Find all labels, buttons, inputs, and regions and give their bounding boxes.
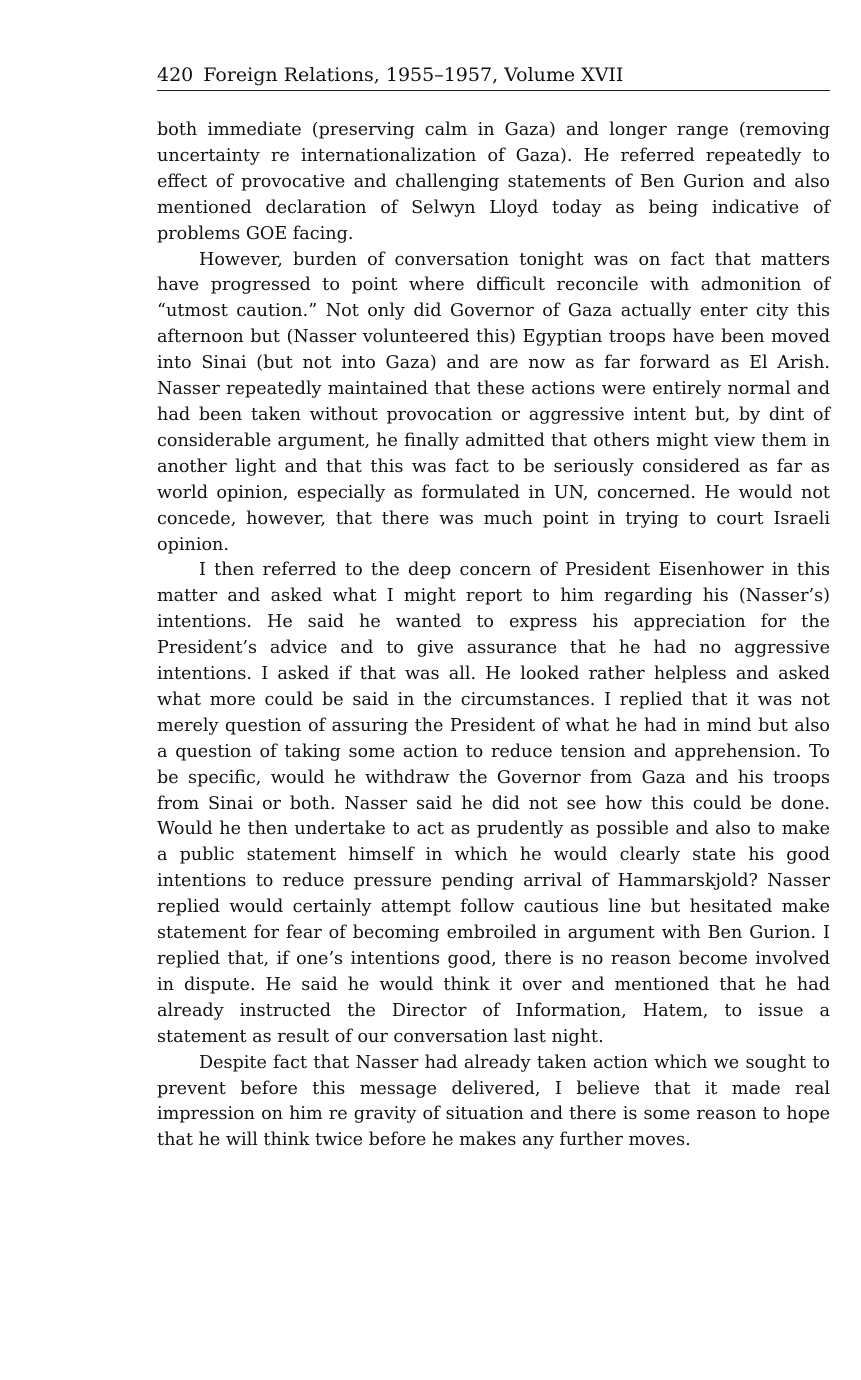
paragraph: Despite fact that Nasser had already taken action which we sought to prevent before this message delivered, I believe that it made real impression on him re gravity of situation and there is some reason to hope that he will think twice before he makes any further moves. [157,1052,830,1151]
paragraph: However, burden of conversation tonight was on fact that matters have progressed to point where difficult reconcile with admonition of “utmost caution.” Not only did Governor of Gaza actually enter city this afternoon but (Nasser volunteered this) Egyptian troops have been moved into Sinai (but not into Gaza) and are now as far forward as El Arish. Nasser repeatedly maintained that these actions were entirely normal and had been taken without provocation or aggressive intent but, by dint of considerable argument, he finally admitted that others might view them in another light and that this was fact to be seriously considered as far as world opinion, especially as formulated in UN, concerned. He would not concede, however, that there was much point in trying to court Israeli opinion. [157,249,830,555]
paragraph-continued: both immediate (preserving calm in Gaza) and longer range (removing uncertainty re internationalization of Gaza). He referred repeatedly to effect of provocative and challenging statements of Ben Gurion and also mentioned declaration of Selwyn Lloyd today as being indicative of problems GOE facing. [157,120,830,244]
volume-title: Foreign Relations, 1955–1957, Volume XVII [203,64,624,86]
paragraph: I then referred to the deep concern of President Eisenhower in this matter and asked what I might report to him regarding his (Nasser’s) intentions. He said he wanted to express his appreciation for the President’s advice and to give assurance that he had no aggressive intentions. I asked if that was all. He looked rather helpless and asked what more could be said in the circumstances. I replied that it was not merely question of assuring the President of what he had in mind but also a question of taking some action to reduce tension and apprehension. To be specific, would he withdraw the Governor from Gaza and his troops from Sinai or both. Nasser said he did not see how this could be done. Would he then undertake to act as prudently as possible and also to make a public statement himself in which he would clearly state his good intentions to reduce pressure pending arrival of Hammarskjold? Nasser replied would certainly attempt follow cautious line but hesitated make statement for fear of becoming embroiled in argument with Ben Gurion. I replied that, if one’s intentions good, there is no reason become involved in dispute. He said he would think it over and mentioned that he had already instructed the Director of Information, Hatem, to issue a statement as result of our conversation last night. [157,560,830,1047]
running-head [157,62,830,91]
page-number: 420 [157,64,194,86]
body-text [157,118,830,1154]
